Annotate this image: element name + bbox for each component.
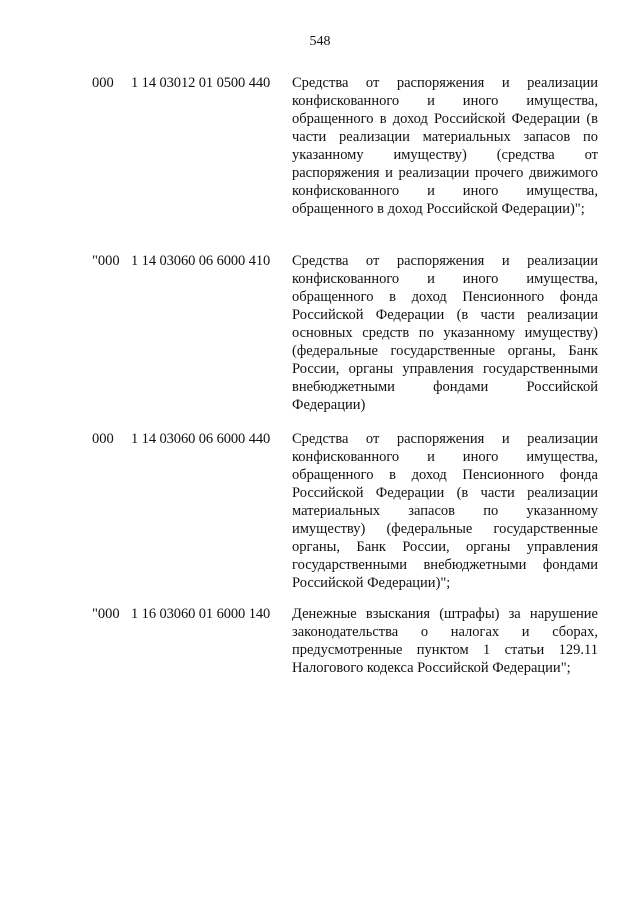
budget-classification-code: 1 16 03060 01 6000 140 <box>131 606 271 622</box>
revenue-description: Денежные взыскания (штрафы) за нарушение законодательства о налогах и сборах, предусмотренные пунктом 1 статьи 129.11 Налогового кодекса Российской Федерации"; <box>292 606 598 676</box>
budget-classification-code: 1 14 03012 01 0500 440 <box>131 75 271 91</box>
revenue-description: Средства от распоряжения и реализации конфискованного и иного имущества, обращенного в доход Российской Федерации (в части реализации материальных запасов по указанному имуществу) (средства от распоряжения и реализации прочего движимого конфискованного и иного имущества, обращенного в доход Российской Федерации)"; <box>292 75 598 217</box>
page-number: 548 <box>309 34 331 49</box>
revenue-description: Средства от распоряжения и реализации конфискованного и иного имущества, обращенного в доход Пенсионного фонда Российской Федерации (в части реализации основных средств по указанному имуществу) (федеральные государственные органы, Банк России, органы управления государственными внебюджетными фондами Российской Федерации) <box>292 253 598 413</box>
revenue-description: Средства от распоряжения и реализации конфискованного и иного имущества, обращенного в доход Пенсионного фонда Российской Федерации (в части реализации материальных запасов по указанному имуществу) (федеральные государственные органы, Банк России, органы управления государственными внебюджетными фондами Российской Федерации)"; <box>292 431 598 591</box>
administrator-code: "000 <box>92 606 120 622</box>
budget-classification-code: 1 14 03060 06 6000 440 <box>131 431 271 447</box>
budget-classification-code: 1 14 03060 06 6000 410 <box>131 253 271 269</box>
administrator-code: 000 <box>92 75 114 91</box>
administrator-code: 000 <box>92 431 114 447</box>
administrator-code: "000 <box>92 253 120 269</box>
